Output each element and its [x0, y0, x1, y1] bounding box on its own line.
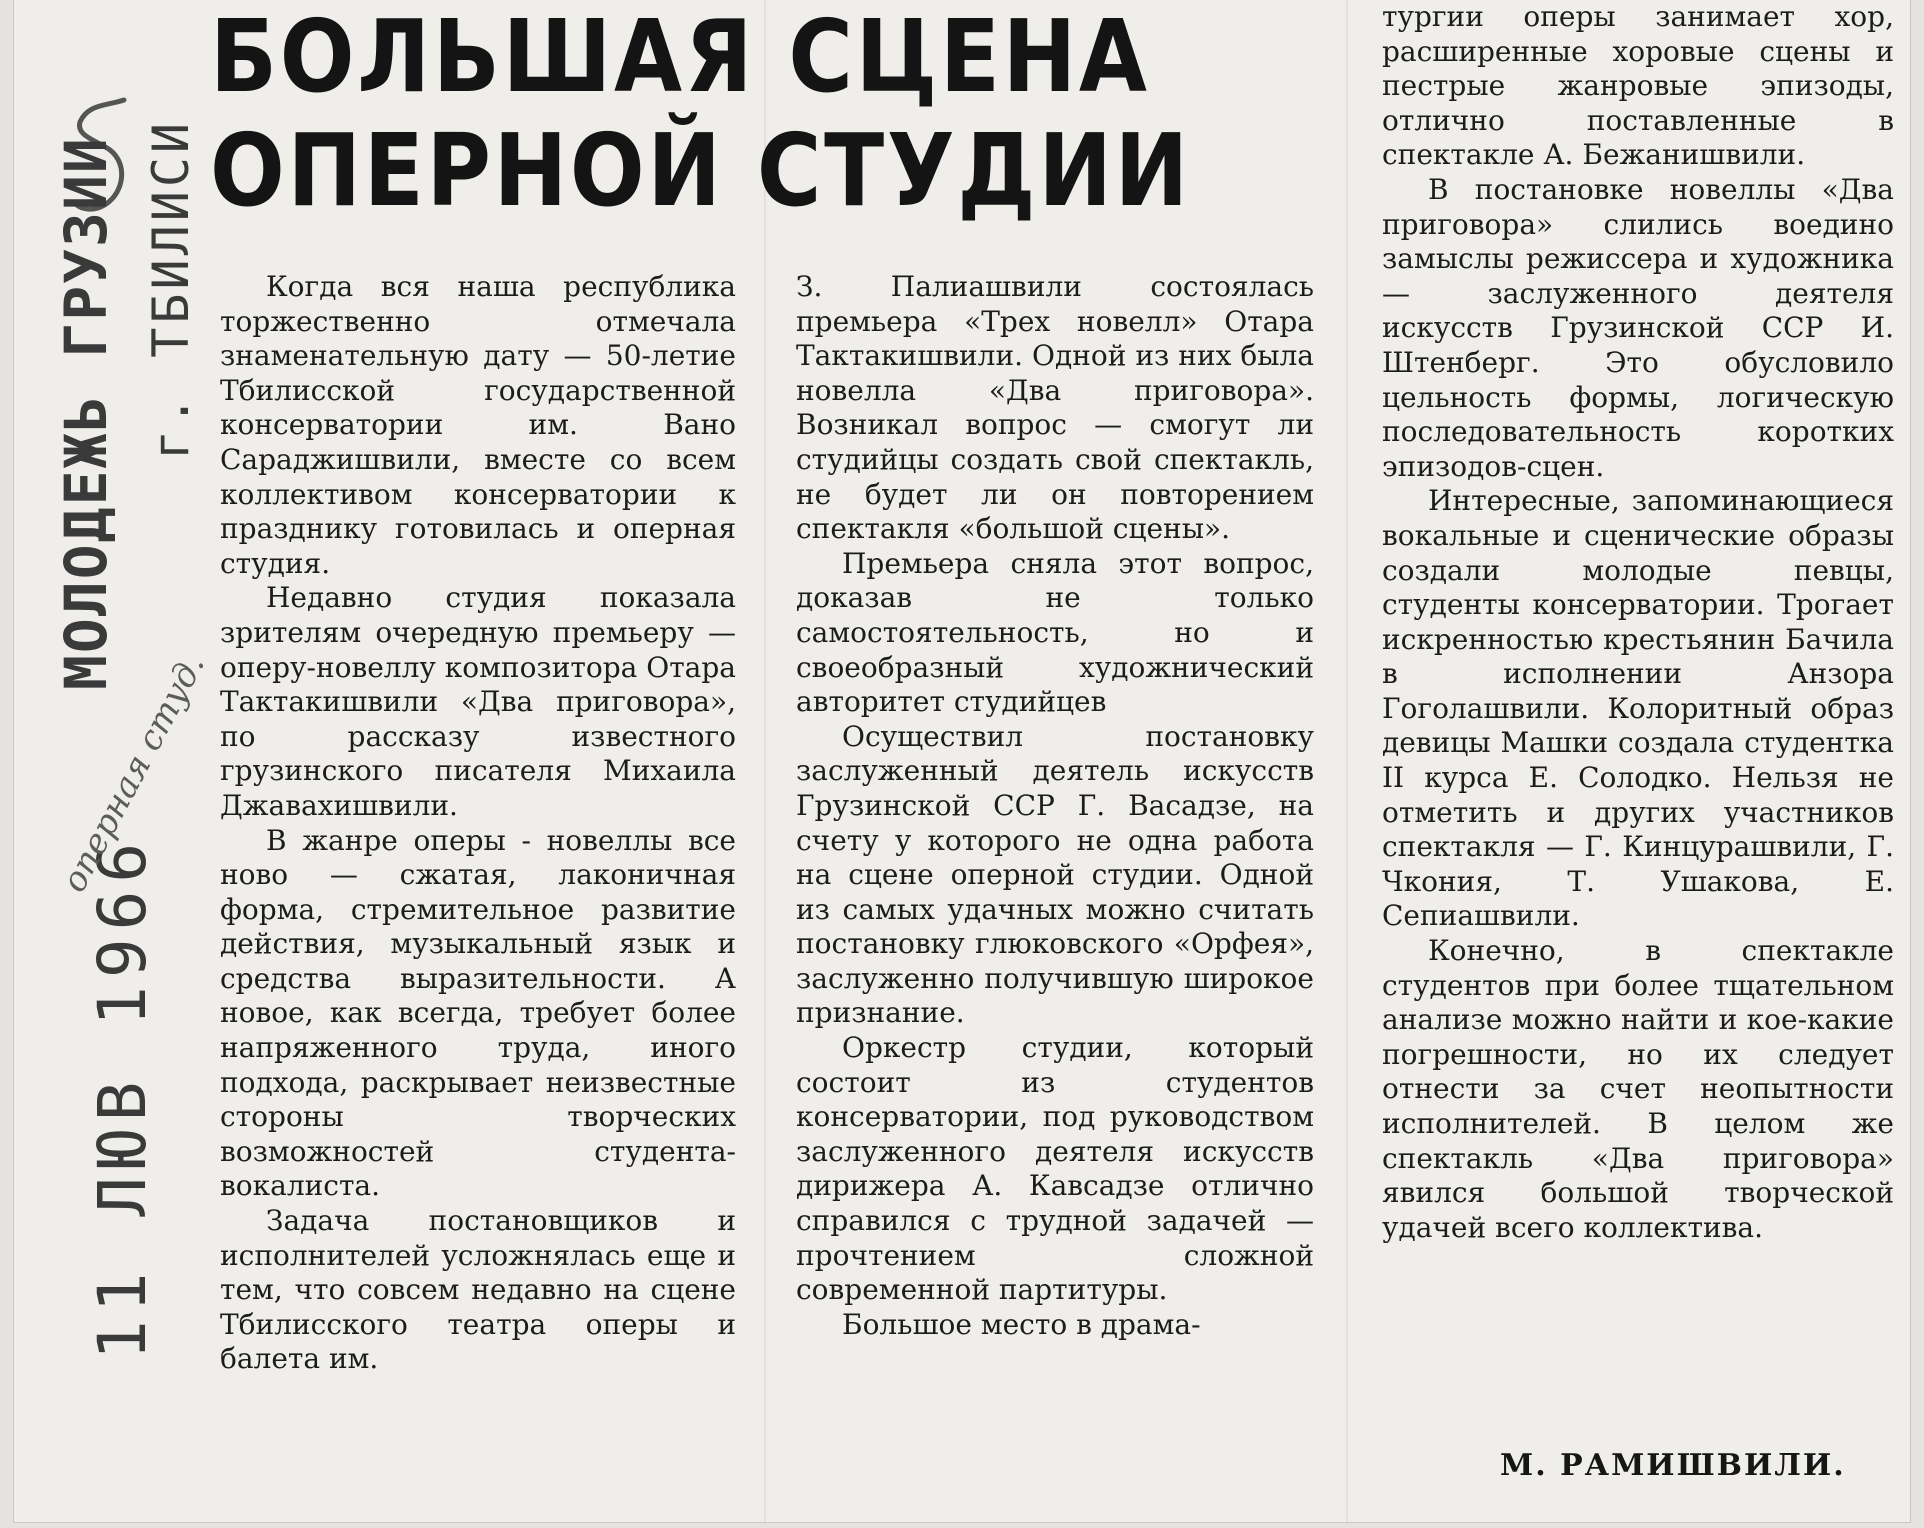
paragraph: Осуществил постановку заслуженный деятель искусств Грузинской ССР Г. Васадзе, на счету у которого не одна работа на сцене оперной студии. Одной из самых удачных можно считать постановку глюковского «Орфея», заслуженно получившую широкое признание.: [796, 719, 1314, 1030]
paragraph: тургии оперы занимает хор, расширенные хоровые сцены и пестрые жанровые эпизоды, отлично поставленные в спектакле А. Бежанишвили.: [1382, 0, 1894, 172]
date-stamp: 11 ЛЮВ 1966: [84, 834, 161, 1360]
author-signature: М. РАМИШВИЛИ.: [1500, 1448, 1846, 1483]
handwritten-note: оперная студ.: [54, 647, 214, 899]
paragraph: В постановке новеллы «Два приговора» слились воедино замыслы режиссера и художника — заслуженного деятеля искусств Грузинской ССР И. Штенберг. Это обусловило цельность формы, логическую последовательность коротких эпизодов-сцен.: [1382, 172, 1894, 483]
headline-line-2: ОПЕРНОЙ СТУДИИ: [210, 112, 1191, 229]
paragraph: Премьера сняла этот вопрос, доказав не только самостоятельность, но и своеобразный художнический авторитет студийцев: [796, 546, 1314, 719]
city-stamp: г. ТБИЛИСИ: [142, 118, 200, 460]
paragraph: В жанре оперы - новеллы все ново — сжатая, лаконичная форма, стремительное развитие действия, музыкальный язык и средства выразительности. А новое, как всегда, требует более напряженного труда, иного подхода, раскрывает неизвестные стороны творческих возможностей студента-вокалиста.: [220, 823, 736, 1203]
paragraph: З. Палиашвили состоялась премьера «Трех новелл» Отара Тактакишвили. Одной из них была новелла «Два приговора». Возникал вопрос — смогут ли студийцы создать свой спектакль, не будет ли он повторением спектакля «большой сцены».: [796, 270, 1314, 546]
paragraph: Конечно, в спектакле студентов при более тщательном анализе можно найти и кое-какие погрешности, но их следует отнести за счет неопытности исполнителей. В целом же спектакль «Два приговора» явился большой творческой удачей всего коллектива.: [1382, 934, 1894, 1244]
paragraph: Задача постановщиков и исполнителей усложнялась еще и тем, что совсем недавно на сцене Тбилисского театра оперы и балета им.: [220, 1204, 736, 1376]
article-headline: [210, 0, 1255, 228]
headline-line-1: БОЛЬШАЯ СЦЕНА: [210, 0, 1150, 115]
newspaper-name-stamp: МОЛОДЕЖЬ ГРУЗИИ: [52, 136, 120, 690]
paragraph: Оркестр студии, который состоит из студентов консерватории, под руководством заслуженного деятеля искусств дирижера А. Кавсадзе отлично справился с трудной задачей — прочтением сложной современной партитуры.: [796, 1031, 1314, 1307]
article-column-3: [1382, 0, 1894, 1245]
paragraph: Большое место в драма-: [842, 1307, 1201, 1341]
paragraph: Когда вся наша республика торжественно отмечала знаменательную дату — 50-летие Тбилисской государственной консерватории им. Вано Сараджишвили, вместе со всем коллективом консерватории к празднику готовилась и оперная студия.: [220, 270, 736, 580]
column-gutter: [764, 0, 766, 1522]
newspaper-clipping: [14, 0, 1910, 1522]
column-gutter: [1346, 0, 1348, 1522]
paragraph: Недавно студия показала зрителям очередную премьеру — оперу-новеллу композитора Отара Тактакишвили «Два приговора», по рассказу известного грузинского писателя Михаила Джавахишвили.: [220, 581, 736, 822]
article-column-1: [220, 270, 736, 1377]
article-column-2: [796, 270, 1314, 1342]
paragraph: Интересные, запоминающиеся вокальные и сценические образы создали молодые певцы, студенты консерватории. Трогает искренностью крестьянин Бачила в исполнении Анзора Гоголашвили. Колоритный образ девицы Машки создала студентка II курса Е. Солодко. Нельзя не отметить и других участников спектакля — Г. Кинцурашвили, Г. Чкония, Т. Ушакова, Е. Сепиашвили.: [1382, 484, 1894, 933]
